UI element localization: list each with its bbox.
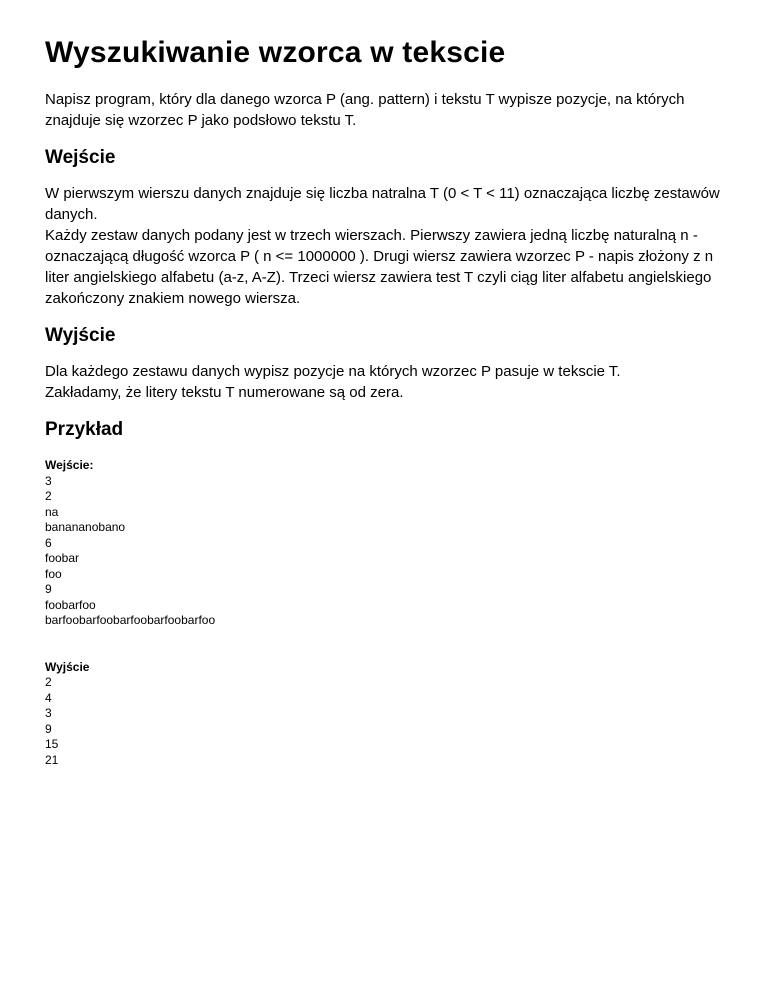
example-output-label: Wyjście bbox=[45, 659, 90, 674]
output-description-line-1: Dla każdego zestawu danych wypisz pozycje na których wzorzec P pasuje w tekscie T. bbox=[45, 363, 621, 380]
input-heading: Wejście bbox=[45, 147, 116, 168]
example-input-line: barfoobarfoobarfoobarfoobarfoo bbox=[45, 613, 216, 627]
input-description-line-1: W pierwszym wierszu danych znajduje się liczba natralna T (0 < T < 11) oznaczająca liczbę zestawów danych. bbox=[45, 185, 720, 223]
input-description-line-2: Każdy zestaw danych podany jest w trzech wierszach. Pierwszy zawiera jedną liczbę naturalną n - oznaczającą długość wzorca P ( n <= 1000000 ). Drugi wiersz zawiera wzorzec P - napis złożony z n liter angielskiego alfabetu (a-z, A-Z). Trzeci wiersz zawiera test T czyli ciąg liter alfabetu angielskiego zakończony znakiem nowego wiersza. bbox=[45, 227, 714, 307]
example-input-line: 6 bbox=[45, 535, 52, 550]
example-output-block bbox=[45, 660, 725, 769]
example-input-block bbox=[45, 458, 725, 629]
example-input-line: foo bbox=[45, 566, 62, 581]
example-input-line: na bbox=[45, 504, 59, 519]
example-input-line: 3 bbox=[45, 473, 52, 488]
output-description bbox=[45, 361, 725, 403]
document-page bbox=[45, 0, 725, 768]
output-heading: Wyjście bbox=[45, 325, 116, 346]
example-input-line: 2 bbox=[45, 489, 52, 503]
example-output-line: 9 bbox=[45, 721, 52, 736]
example-output-line: 2 bbox=[45, 675, 52, 689]
example-input-line: banananobano bbox=[45, 520, 126, 534]
example-output-line: 3 bbox=[45, 706, 52, 720]
page-title: Wyszukiwanie wzorca w tekscie bbox=[45, 36, 506, 69]
intro-paragraph: Napisz program, który dla danego wzorca P (ang. pattern) i tekstu T wypisze pozycje, na których znajduje się wzorzec P jako podsłowo tekstu T. bbox=[45, 91, 685, 129]
example-heading: Przykład bbox=[45, 419, 124, 440]
example-input-line: foobar bbox=[45, 551, 80, 565]
example-input-line: foobarfoo bbox=[45, 597, 96, 612]
example-input-line: 9 bbox=[45, 582, 52, 596]
output-description-line-2: Zakładamy, że litery tekstu T numerowane są od zera. bbox=[45, 384, 404, 401]
example-output-line: 4 bbox=[45, 690, 52, 705]
input-description bbox=[45, 183, 725, 309]
example-output-line: 15 bbox=[45, 737, 59, 751]
example-input-label: Wejście: bbox=[45, 458, 94, 472]
example-output-line: 21 bbox=[45, 752, 59, 767]
